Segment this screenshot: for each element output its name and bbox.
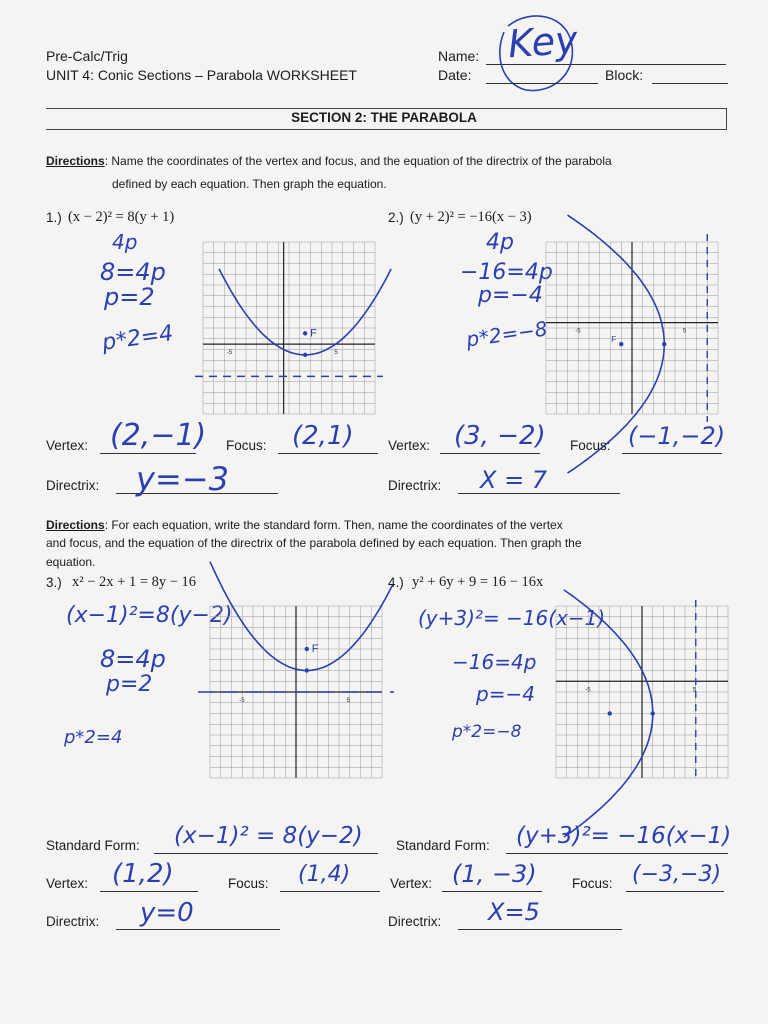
course-title: Pre-Calc/Trig — [46, 48, 128, 64]
problem-2-focus-label: Focus: — [570, 438, 611, 453]
problem-1-work-4: p*2=4 — [100, 321, 175, 356]
problem-3-vertex-line — [100, 891, 198, 892]
problem-4-work-2: −16=4p — [452, 650, 537, 674]
problem-2-focus-line — [622, 453, 722, 454]
problem-1-vertex-line — [100, 453, 196, 454]
tick-label: -5 — [575, 328, 581, 335]
problem-3-standard-form: (x−1)² = 8(y−2) — [174, 823, 363, 849]
problem-1-number: 1.) — [46, 210, 62, 225]
problem-2-graph — [546, 242, 718, 414]
tick-label: -5 — [585, 687, 591, 694]
problem-4-standard-form-label: Standard Form: — [396, 838, 490, 853]
block-line — [652, 83, 728, 84]
focus-point — [305, 647, 309, 651]
vertex-point — [651, 711, 655, 715]
problem-3-number: 3.) — [46, 575, 62, 590]
directions-1-text: : Name the coordinates of the vertex and focus, and the equation of the directrix of the parabola — [104, 154, 612, 168]
focus-label: F — [310, 327, 317, 340]
problem-4-directrix: X=5 — [488, 898, 540, 926]
problem-2-directrix: X = 7 — [480, 466, 548, 494]
problem-2-work-1: 4p — [486, 230, 514, 255]
problem-4-directrix-label: Directrix: — [388, 914, 442, 929]
problem-1-directrix: y=−3 — [136, 460, 229, 498]
problem-1-focus-label: Focus: — [226, 438, 267, 453]
problem-4-work-4: p*2=−8 — [452, 722, 522, 742]
problem-2-equation: (y + 2)² = −16(x − 3) — [410, 209, 532, 225]
directions-1-line2: defined by each equation. Then graph the equation. — [112, 177, 387, 191]
problem-4-work-1: (y+3)²= −16(x−1) — [418, 606, 606, 630]
problem-1-graph — [203, 242, 375, 414]
problem-4-focus: (−3,−3) — [632, 862, 722, 887]
problem-3-vertex-label: Vertex: — [46, 876, 89, 891]
problem-3-directrix-line — [116, 929, 280, 930]
problem-2-vertex-label: Vertex: — [388, 438, 431, 453]
focus-point — [619, 342, 623, 346]
problem-4-standard-form: (y+3)²= −16(x−1) — [516, 823, 732, 849]
tick-label: 5 — [682, 328, 687, 335]
problem-1-equation: (x − 2)² = 8(y + 1) — [68, 209, 175, 225]
problem-4-standard-form-line — [506, 853, 728, 854]
problem-3-standard-form-label: Standard Form: — [46, 838, 140, 853]
problem-2-work-3: p=−4 — [478, 283, 543, 308]
tick-label: 5 — [346, 698, 351, 704]
problem-3-equation: x² − 2x + 1 = 8y − 16 — [72, 574, 197, 590]
problem-1-vertex: (2,−1) — [110, 418, 207, 453]
focus-label: F — [611, 335, 617, 345]
date-line — [486, 83, 598, 84]
problem-1-work-3: p=2 — [104, 283, 155, 311]
problem-1-directrix-label: Directrix: — [46, 478, 100, 493]
problem-2-work-4: p*2=−8 — [464, 316, 549, 352]
tick-label: 5 — [692, 687, 697, 694]
problem-3-vertex: (1,2) — [112, 859, 174, 889]
focus-point — [608, 711, 612, 715]
problem-4-vertex: (1, −3) — [452, 860, 537, 888]
problem-2-work-2: −16=4p — [460, 260, 553, 285]
problem-3-directrix-label: Directrix: — [46, 914, 100, 929]
problem-4-directrix-line — [458, 929, 622, 930]
problem-1-vertex-label: Vertex: — [46, 438, 89, 453]
tick-label: 5 — [334, 350, 338, 357]
problem-3-graph — [210, 606, 382, 778]
focus-point — [303, 331, 307, 335]
problem-3-standard-form-line — [154, 853, 378, 854]
problem-3-work-4: p*2=4 — [64, 727, 123, 748]
problem-4-vertex-line — [442, 891, 542, 892]
problem-3-focus-line — [280, 891, 380, 892]
problem-4-work-3: p=−4 — [476, 682, 535, 706]
problem-3-directrix: y=0 — [140, 898, 194, 928]
problem-1-focus-line — [278, 453, 378, 454]
date-label: Date: — [438, 67, 472, 83]
problem-2-vertex-line — [440, 453, 540, 454]
problem-3-work-2: 8=4p — [100, 645, 166, 673]
directions-2-label: Directions — [46, 518, 105, 532]
tick-label: -5 — [226, 350, 233, 357]
name-circle — [490, 6, 580, 98]
directions-2-line3: equation. — [46, 555, 96, 569]
problem-4-equation: y² + 6y + 9 = 16 − 16x — [412, 574, 544, 590]
problem-4-vertex-label: Vertex: — [390, 876, 433, 891]
tick-label: -5 — [239, 698, 245, 704]
problem-4-focus-label: Focus: — [572, 876, 613, 891]
name-label: Name: — [438, 48, 480, 64]
directions-1 — [46, 154, 612, 168]
problem-1-work-1: 4p — [112, 230, 138, 254]
section-title: SECTION 2: THE PARABOLA — [291, 110, 477, 125]
parabola-curve — [210, 562, 393, 671]
directions-2 — [46, 518, 563, 532]
unit-title: UNIT 4: Conic Sections – Parabola WORKSHEET — [46, 67, 357, 83]
problem-1-focus: (2,1) — [292, 421, 354, 451]
problem-3-focus-label: Focus: — [228, 876, 269, 891]
name-value: Key — [506, 17, 579, 67]
problem-3-focus: (1,4) — [298, 862, 351, 887]
directions-2-line2: and focus, and the equation of the directrix of the parabola defined by each equation. Then graph the — [46, 536, 582, 550]
problem-3-work-3: p=2 — [106, 672, 153, 697]
vertex-point — [662, 342, 666, 346]
block-label: Block: — [605, 67, 644, 83]
problem-4-focus-line — [626, 891, 724, 892]
vertex-point — [303, 353, 307, 357]
problem-2-focus: (−1,−2) — [628, 422, 726, 450]
problem-2-vertex: (3, −2) — [454, 421, 546, 451]
problem-2-number: 2.) — [388, 210, 404, 225]
problem-3-work-1: (x−1)²=8(y−2) — [66, 603, 233, 628]
directions-2-text: : For each equation, write the standard form. Then, name the coordinates of the vertex — [104, 518, 563, 532]
problem-4-number: 4.) — [388, 575, 404, 590]
parabola-curve — [219, 269, 391, 355]
directions-1-label: Directions — [46, 154, 105, 168]
problem-1-work-2: 8=4p — [100, 258, 166, 286]
problem-4-graph — [556, 606, 728, 778]
focus-label: F — [311, 643, 319, 655]
vertex-point — [305, 668, 309, 672]
problem-2-directrix-label: Directrix: — [388, 478, 442, 493]
